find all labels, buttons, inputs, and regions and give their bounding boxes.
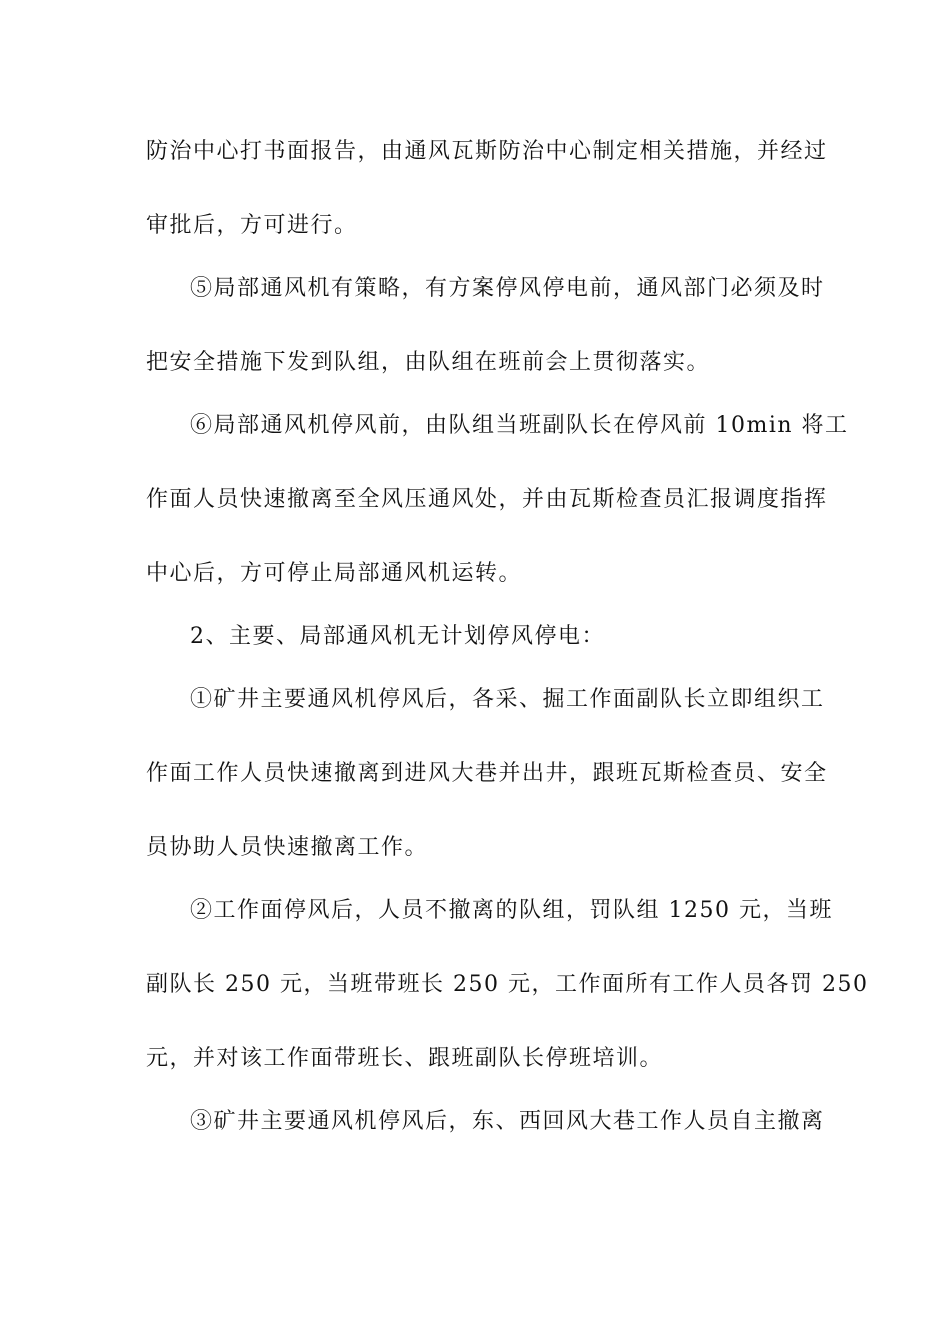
text-line: 作面工作人员快速撤离到进风大巷并出井，跟班瓦斯检查员、安全: [146, 761, 828, 786]
text-line: ①矿井主要通风机停风后，各采、掘工作面副队长立即组织工: [190, 687, 825, 712]
section-heading: 2、主要、局部通风机无计划停风停电：: [190, 624, 605, 649]
text-line: 中心后，方可停止局部通风机运转。: [146, 561, 523, 586]
text-line: 元，并对该工作面带班长、跟班副队长停班培训。: [146, 1046, 664, 1071]
text-line: ③矿井主要通风机停风后，东、西回风大巷工作人员自主撤离: [190, 1109, 825, 1134]
text-line: 防治中心打书面报告，由通风瓦斯防治中心制定相关措施，并经过: [146, 139, 828, 164]
text-line: ⑥局部通风机停风前，由队组当班副队长在停风前 10min 将工: [190, 413, 849, 438]
text-line: 把安全措施下发到队组，由队组在班前会上贯彻落实。: [146, 350, 711, 375]
text-line: 作面人员快速撤离至全风压通风处，并由瓦斯检查员汇报调度指挥: [146, 487, 828, 512]
text-line: 副队长 250 元，当班带班长 250 元，工作面所有工作人员各罚 250: [146, 972, 869, 997]
text-line: 员协助人员快速撤离工作。: [146, 835, 429, 860]
text-line: 审批后，方可进行。: [146, 213, 358, 238]
text-line: ⑤局部通风机有策略，有方案停风停电前，通风部门必须及时: [190, 276, 825, 301]
text-line: ②工作面停风后，人员不撤离的队组，罚队组 1250 元，当班: [190, 898, 833, 923]
